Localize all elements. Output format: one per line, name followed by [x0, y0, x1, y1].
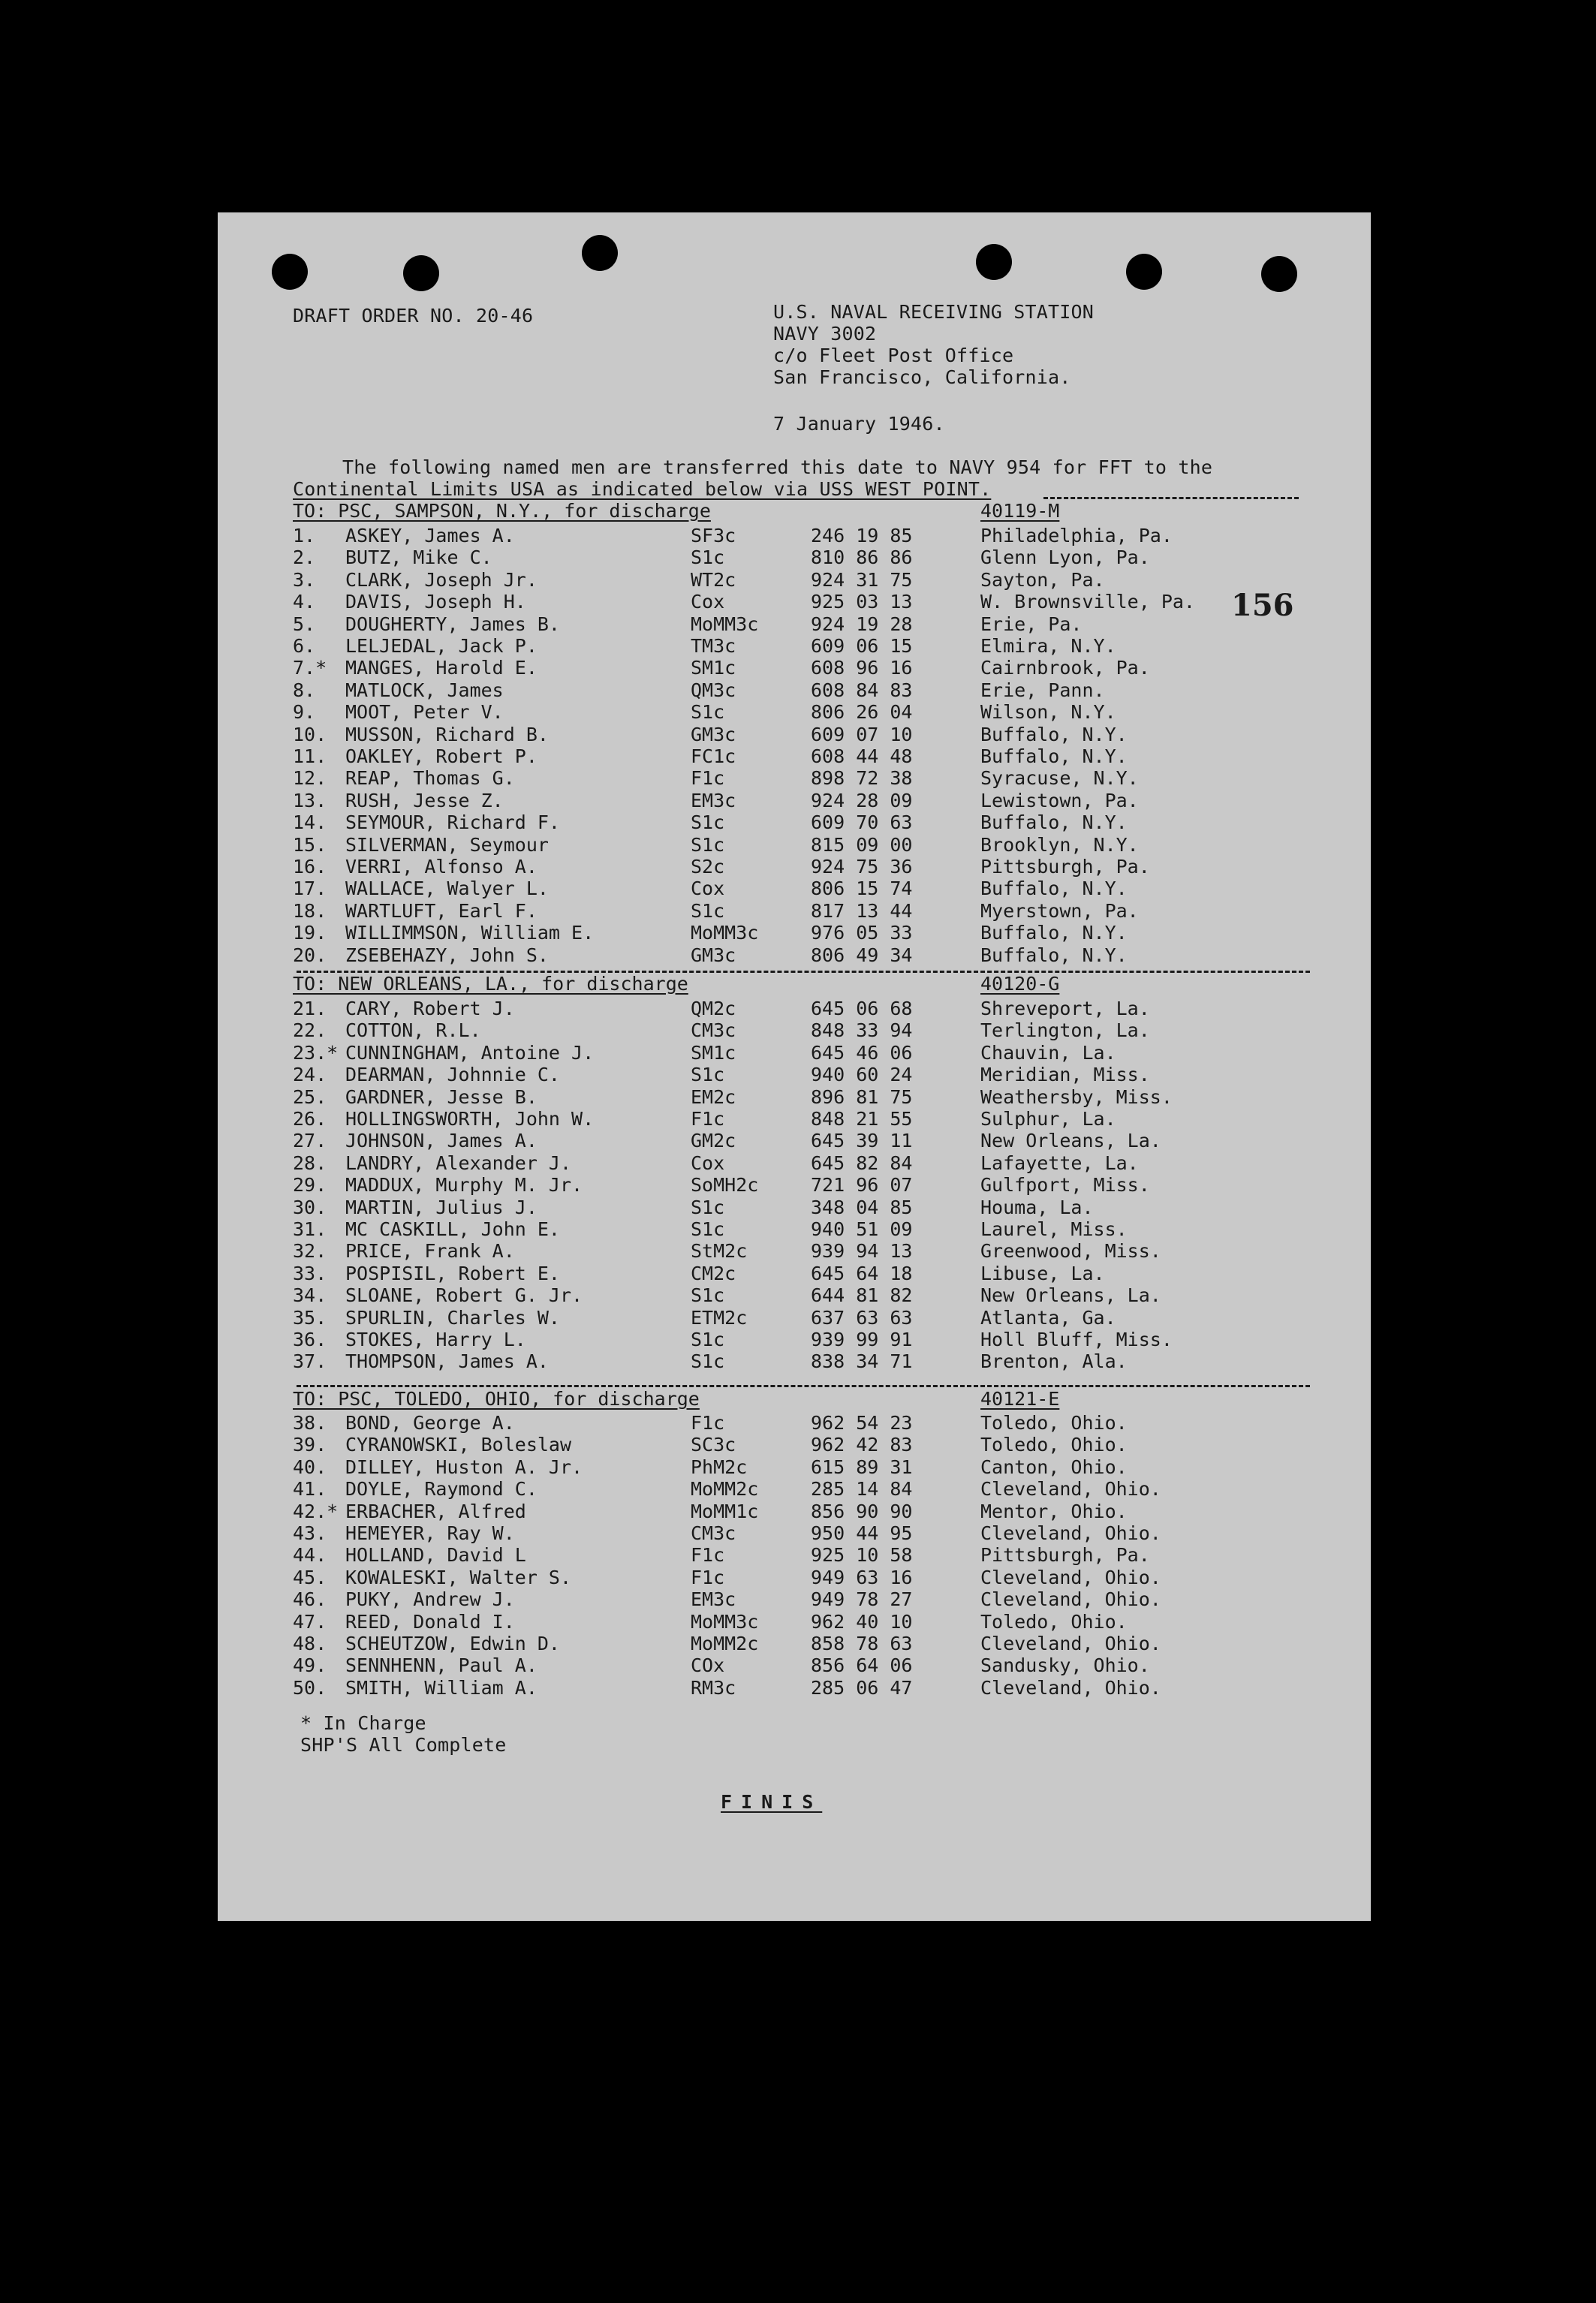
rating: S1c [691, 1350, 725, 1373]
service-number: 838 34 71 [811, 1350, 913, 1373]
service-number: 609 07 10 [811, 723, 913, 745]
sailor-name: CUNNINGHAM, Antoine J. [345, 1041, 595, 1064]
service-number: 940 60 24 [811, 1064, 913, 1086]
home-town: Toledo, Ohio. [980, 1610, 1128, 1633]
home-town: Glenn Lyon, Pa. [980, 546, 1150, 569]
sailor-name: KOWALESKI, Walter S. [345, 1566, 572, 1588]
rating: F1c [691, 1108, 725, 1130]
home-town: Terlington, La. [980, 1019, 1150, 1042]
rating: QM2c [691, 998, 736, 1019]
service-number: 939 94 13 [811, 1240, 913, 1263]
row-number: 11. [293, 745, 327, 767]
punch-hole [1126, 254, 1162, 290]
sailor-name: HEMEYER, Ray W. [345, 1522, 515, 1544]
home-town: New Orleans, La. [980, 1284, 1161, 1307]
sailor-name: LANDRY, Alexander J. [345, 1152, 572, 1174]
row-number: 30. [293, 1196, 327, 1218]
home-town: Buffalo, N.Y. [980, 878, 1128, 900]
home-town: Holl Bluff, Miss. [980, 1329, 1173, 1350]
service-number: 645 46 06 [811, 1041, 913, 1064]
sailor-name: SEYMOUR, Richard F. [345, 811, 560, 834]
rating: SM1c [691, 657, 736, 679]
sailor-name: MANGES, Harold E. [345, 657, 538, 679]
sailor-name: OAKLEY, Robert P. [345, 745, 538, 767]
home-town: Sulphur, La. [980, 1108, 1116, 1130]
section-heading: TO: PSC, TOLEDO, OHIO, for discharge [293, 1388, 700, 1410]
rating: S1c [691, 899, 725, 922]
home-town: Philadelphia, Pa. [980, 525, 1173, 546]
row-number: 48. [293, 1633, 327, 1654]
rating: S1c [691, 1196, 725, 1218]
service-number: 806 49 34 [811, 944, 913, 966]
sailor-name: MOOT, Peter V. [345, 701, 504, 724]
rating: S1c [691, 701, 725, 724]
home-town: Cleveland, Ohio. [980, 1522, 1161, 1544]
rating: MoMM3c [691, 613, 759, 635]
sailor-name: MATLOCK, James [345, 679, 504, 701]
row-number: 27. [293, 1130, 327, 1152]
row-number: 35. [293, 1306, 327, 1329]
sailor-name: MUSSON, Richard B. [345, 723, 549, 745]
home-town: Atlanta, Ga. [980, 1306, 1116, 1329]
sailor-name: WALLACE, Walyer L. [345, 878, 549, 900]
row-number: 2. [293, 546, 316, 569]
rating: RM3c [691, 1676, 736, 1699]
service-number: 940 51 09 [811, 1218, 913, 1240]
sailor-name: ERBACHER, Alfred [345, 1500, 526, 1522]
rating: S1c [691, 811, 725, 834]
sailor-name: DILLEY, Huston A. Jr. [345, 1456, 583, 1478]
draft-order-number: DRAFT ORDER NO. 20-46 [293, 305, 534, 327]
rating: TM3c [691, 635, 736, 657]
row-number: 29. [293, 1174, 327, 1197]
service-number: 645 06 68 [811, 998, 913, 1019]
row-number: 18. [293, 899, 327, 922]
home-town: Lafayette, La. [980, 1152, 1139, 1174]
rating: S1c [691, 1329, 725, 1350]
row-number: 14. [293, 811, 327, 834]
station-line: U.S. NAVAL RECEIVING STATION [773, 301, 1095, 323]
rating: FC1c [691, 745, 736, 767]
finis-mark: FINIS [721, 1791, 823, 1813]
row-number: 20. [293, 944, 327, 966]
row-number: 25. [293, 1085, 327, 1108]
row-number: 40. [293, 1456, 327, 1478]
service-number: 285 06 47 [811, 1676, 913, 1699]
row-number: 12. [293, 767, 327, 790]
home-town: Buffalo, N.Y. [980, 944, 1128, 966]
rating: QM3c [691, 679, 736, 701]
home-town: Elmira, N.Y. [980, 635, 1116, 657]
home-town: Toledo, Ohio. [980, 1434, 1128, 1456]
rating: PhM2c [691, 1456, 748, 1478]
row-number: 9. [293, 701, 316, 724]
sailor-name: DOUGHERTY, James B. [345, 613, 560, 635]
intro-line-2: Continental Limits USA as indicated below via USS WEST POINT. [293, 478, 992, 500]
service-number: 644 81 82 [811, 1284, 913, 1307]
service-number: 962 42 83 [811, 1434, 913, 1456]
divider [297, 1385, 1310, 1387]
intro-line-1: The following named men are transferred this date to NAVY 954 for FFT to the [342, 456, 1213, 478]
home-town: Myerstown, Pa. [980, 899, 1139, 922]
rating: S1c [691, 833, 725, 856]
home-town: Wilson, N.Y. [980, 701, 1116, 724]
service-number: 962 54 23 [811, 1412, 913, 1434]
document-page [218, 212, 1371, 1921]
home-town: Cairnbrook, Pa. [980, 657, 1150, 679]
rating: F1c [691, 1544, 725, 1567]
service-number: 925 10 58 [811, 1544, 913, 1567]
row-number: 44. [293, 1544, 327, 1567]
service-number: 924 28 09 [811, 789, 913, 811]
sailor-name: WARTLUFT, Earl F. [345, 899, 538, 922]
rating: F1c [691, 767, 725, 790]
service-number: 615 89 31 [811, 1456, 913, 1478]
row-number: 33. [293, 1262, 327, 1284]
rating: MoMM3c [691, 1610, 759, 1633]
home-town: Cleveland, Ohio. [980, 1676, 1161, 1699]
row-number: 32. [293, 1240, 327, 1263]
rating: GM3c [691, 944, 736, 966]
rating: EM3c [691, 1588, 736, 1611]
sailor-name: SLOANE, Robert G. Jr. [345, 1284, 583, 1307]
sailor-name: REED, Donald I. [345, 1610, 515, 1633]
home-town: Syracuse, N.Y. [980, 767, 1139, 790]
home-town: Erie, Pann. [980, 679, 1105, 701]
home-town: Laurel, Miss. [980, 1218, 1128, 1240]
rating: EM3c [691, 789, 736, 811]
service-number: 806 15 74 [811, 878, 913, 900]
service-number: 645 39 11 [811, 1130, 913, 1152]
rating: GM3c [691, 723, 736, 745]
rating: F1c [691, 1412, 725, 1434]
rating: S1c [691, 1284, 725, 1307]
home-town: Brenton, Ala. [980, 1350, 1128, 1373]
home-town: Chauvin, La. [980, 1041, 1116, 1064]
row-number: 43. [293, 1522, 327, 1544]
service-number: 609 70 63 [811, 811, 913, 834]
service-number: 637 63 63 [811, 1306, 913, 1329]
punch-hole [582, 235, 618, 271]
home-town: Erie, Pa. [980, 613, 1083, 635]
home-town: W. Brownsville, Pa. [980, 591, 1195, 613]
home-town: Cleveland, Ohio. [980, 1478, 1161, 1501]
sailor-name: ZSEBEHAZY, John S. [345, 944, 549, 966]
sailor-name: SCHEUTZOW, Edwin D. [345, 1633, 560, 1654]
row-number: 10. [293, 723, 327, 745]
section-heading: TO: NEW ORLEANS, LA., for discharge [293, 973, 688, 995]
row-number: 17. [293, 878, 327, 900]
service-number: 962 40 10 [811, 1610, 913, 1633]
home-town: Meridian, Miss. [980, 1064, 1150, 1086]
row-number: 38. [293, 1412, 327, 1434]
service-number: 609 06 15 [811, 635, 913, 657]
punch-hole [976, 244, 1012, 280]
home-town: Sandusky, Ohio. [980, 1654, 1150, 1677]
service-number: 976 05 33 [811, 922, 913, 944]
rating: EM2c [691, 1085, 736, 1108]
row-number: 47. [293, 1610, 327, 1633]
sailor-name: CARY, Robert J. [345, 998, 515, 1019]
rating: SF3c [691, 525, 736, 546]
row-number: 24. [293, 1064, 327, 1086]
rating: WT2c [691, 568, 736, 591]
section-code: 40120-G [980, 973, 1060, 995]
rating: F1c [691, 1566, 725, 1588]
sailor-name: PUKY, Andrew J. [345, 1588, 515, 1611]
home-town: Lewistown, Pa. [980, 789, 1139, 811]
service-number: 848 21 55 [811, 1108, 913, 1130]
section-heading: TO: PSC, SAMPSON, N.Y., for discharge [293, 500, 711, 522]
service-number: 925 03 13 [811, 591, 913, 613]
service-number: 924 75 36 [811, 856, 913, 878]
rating: CM3c [691, 1522, 736, 1544]
page-number: 156 [1231, 588, 1294, 623]
rating: S1c [691, 1064, 725, 1086]
home-town: Houma, La. [980, 1196, 1094, 1218]
rating: S2c [691, 856, 725, 878]
row-number: 5. [293, 613, 316, 635]
divider [1043, 497, 1299, 499]
row-number: 36. [293, 1329, 327, 1350]
row-number: 41. [293, 1478, 327, 1501]
service-number: 858 78 63 [811, 1633, 913, 1654]
sailor-name: HOLLINGSWORTH, John W. [345, 1108, 595, 1130]
service-number: 924 31 75 [811, 568, 913, 591]
sailor-name: STOKES, Harry L. [345, 1329, 526, 1350]
service-number: 608 96 16 [811, 657, 913, 679]
service-number: 810 86 86 [811, 546, 913, 569]
home-town: Shreveport, La. [980, 998, 1150, 1019]
row-number: 13. [293, 789, 327, 811]
home-town: Buffalo, N.Y. [980, 723, 1128, 745]
row-number: 21. [293, 998, 327, 1019]
row-number: 1. [293, 525, 316, 546]
section-code: 40121-E [980, 1388, 1060, 1410]
rating: Cox [691, 1152, 725, 1174]
row-number: 34. [293, 1284, 327, 1307]
sailor-name: SENNHENN, Paul A. [345, 1654, 538, 1677]
row-number: 45. [293, 1566, 327, 1588]
rating: MoMM2c [691, 1633, 759, 1654]
service-number: 924 19 28 [811, 613, 913, 635]
service-number: 645 82 84 [811, 1152, 913, 1174]
row-number: 19. [293, 922, 327, 944]
service-number: 348 04 85 [811, 1196, 913, 1218]
row-number: 37. [293, 1350, 327, 1373]
sailor-name: LELJEDAL, Jack P. [345, 635, 538, 657]
home-town: Canton, Ohio. [980, 1456, 1128, 1478]
sailor-name: SILVERMAN, Seymour [345, 833, 549, 856]
home-town: Cleveland, Ohio. [980, 1588, 1161, 1611]
rating: Cox [691, 878, 725, 900]
home-town: Buffalo, N.Y. [980, 745, 1128, 767]
station-line: c/o Fleet Post Office [773, 345, 1014, 366]
row-number: 23.* [293, 1041, 339, 1064]
service-number: 896 81 75 [811, 1085, 913, 1108]
row-number: 6. [293, 635, 316, 657]
rating: Cox [691, 591, 725, 613]
sailor-name: REAP, Thomas G. [345, 767, 515, 790]
row-number: 28. [293, 1152, 327, 1174]
row-number: 26. [293, 1108, 327, 1130]
sailor-name: CLARK, Joseph Jr. [345, 568, 538, 591]
row-number: 46. [293, 1588, 327, 1611]
service-number: 608 84 83 [811, 679, 913, 701]
sailor-name: ASKEY, James A. [345, 525, 515, 546]
home-town: Cleveland, Ohio. [980, 1633, 1161, 1654]
rating: StM2c [691, 1240, 748, 1263]
home-town: Pittsburgh, Pa. [980, 1544, 1150, 1567]
sailor-name: MADDUX, Murphy M. Jr. [345, 1174, 583, 1197]
footnote-complete: SHP'S All Complete [300, 1734, 507, 1756]
service-number: 817 13 44 [811, 899, 913, 922]
home-town: Buffalo, N.Y. [980, 922, 1128, 944]
rating: COx [691, 1654, 725, 1677]
service-number: 856 64 06 [811, 1654, 913, 1677]
rating: SoMH2c [691, 1174, 759, 1197]
row-number: 16. [293, 856, 327, 878]
home-town: Cleveland, Ohio. [980, 1566, 1161, 1588]
rating: S1c [691, 1218, 725, 1240]
home-town: Weathersby, Miss. [980, 1085, 1173, 1108]
sailor-name: MC CASKILL, John E. [345, 1218, 560, 1240]
service-number: 285 14 84 [811, 1478, 913, 1501]
row-number: 7.* [293, 657, 327, 679]
service-number: 806 26 04 [811, 701, 913, 724]
home-town: Brooklyn, N.Y. [980, 833, 1139, 856]
row-number: 39. [293, 1434, 327, 1456]
service-number: 246 19 85 [811, 525, 913, 546]
sailor-name: GARDNER, Jesse B. [345, 1085, 538, 1108]
service-number: 898 72 38 [811, 767, 913, 790]
home-town: New Orleans, La. [980, 1130, 1161, 1152]
service-number: 939 99 91 [811, 1329, 913, 1350]
row-number: 31. [293, 1218, 327, 1240]
row-number: 3. [293, 568, 316, 591]
sailor-name: DEARMAN, Johnnie C. [345, 1064, 560, 1086]
service-number: 848 33 94 [811, 1019, 913, 1042]
station-line: NAVY 3002 [773, 323, 877, 345]
sailor-name: HOLLAND, David L [345, 1544, 526, 1567]
home-town: Mentor, Ohio. [980, 1500, 1128, 1522]
rating: MoMM3c [691, 922, 759, 944]
sailor-name: JOHNSON, James A. [345, 1130, 538, 1152]
sailor-name: SPURLIN, Charles W. [345, 1306, 560, 1329]
sailor-name: PRICE, Frank A. [345, 1240, 515, 1263]
sailor-name: DOYLE, Raymond C. [345, 1478, 538, 1501]
sailor-name: MARTIN, Julius J. [345, 1196, 538, 1218]
service-number: 949 63 16 [811, 1566, 913, 1588]
rating: S1c [691, 546, 725, 569]
home-town: Libuse, La. [980, 1262, 1105, 1284]
station-line: San Francisco, California. [773, 366, 1071, 388]
row-number: 8. [293, 679, 316, 701]
home-town: Buffalo, N.Y. [980, 811, 1128, 834]
row-number: 49. [293, 1654, 327, 1677]
rating: CM3c [691, 1019, 736, 1042]
sailor-name: VERRI, Alfonso A. [345, 856, 538, 878]
footnote-in-charge: * In Charge [300, 1712, 426, 1734]
sailor-name: COTTON, R.L. [345, 1019, 481, 1042]
rating: MoMM1c [691, 1500, 759, 1522]
home-town: Sayton, Pa. [980, 568, 1105, 591]
punch-hole [272, 254, 308, 290]
section-code: 40119-M [980, 500, 1060, 522]
row-number: 50. [293, 1676, 327, 1699]
home-town: Gulfport, Miss. [980, 1174, 1150, 1197]
row-number: 4. [293, 591, 316, 613]
rating: CM2c [691, 1262, 736, 1284]
home-town: Greenwood, Miss. [980, 1240, 1161, 1263]
service-number: 645 64 18 [811, 1262, 913, 1284]
rating: ETM2c [691, 1306, 748, 1329]
sailor-name: BUTZ, Mike C. [345, 546, 492, 569]
sailor-name: DAVIS, Joseph H. [345, 591, 526, 613]
row-number: 42.* [293, 1500, 339, 1522]
punch-hole [403, 255, 439, 291]
sailor-name: BOND, George A. [345, 1412, 515, 1434]
service-number: 856 90 90 [811, 1500, 913, 1522]
home-town: Pittsburgh, Pa. [980, 856, 1150, 878]
sailor-name: WILLIMMSON, William E. [345, 922, 595, 944]
row-number: 15. [293, 833, 327, 856]
punch-hole [1261, 256, 1297, 292]
rating: SC3c [691, 1434, 736, 1456]
home-town: Toledo, Ohio. [980, 1412, 1128, 1434]
order-date: 7 January 1946. [773, 413, 945, 435]
rating: GM2c [691, 1130, 736, 1152]
sailor-name: CYRANOWSKI, Boleslaw [345, 1434, 572, 1456]
sailor-name: RUSH, Jesse Z. [345, 789, 504, 811]
service-number: 815 09 00 [811, 833, 913, 856]
service-number: 949 78 27 [811, 1588, 913, 1611]
rating: MoMM2c [691, 1478, 759, 1501]
service-number: 950 44 95 [811, 1522, 913, 1544]
sailor-name: THOMPSON, James A. [345, 1350, 549, 1373]
service-number: 608 44 48 [811, 745, 913, 767]
service-number: 721 96 07 [811, 1174, 913, 1197]
rating: SM1c [691, 1041, 736, 1064]
sailor-name: SMITH, William A. [345, 1676, 538, 1699]
row-number: 22. [293, 1019, 327, 1042]
sailor-name: POSPISIL, Robert E. [345, 1262, 560, 1284]
